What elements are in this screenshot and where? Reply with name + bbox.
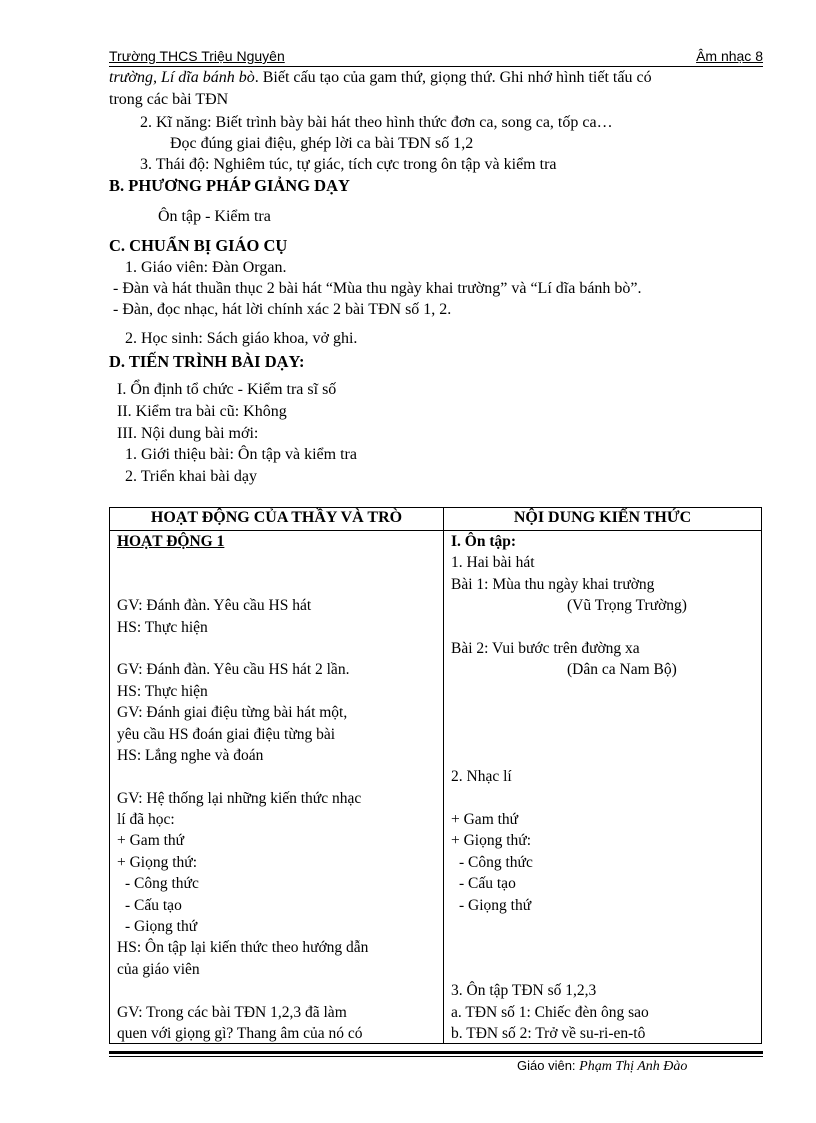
- objective-knowledge-rest: . Biết cấu tạo của gam thứ, giọng thứ. Ghi nhớ hình tiết tấu có: [254, 69, 652, 86]
- list-item: + Gam thứ: [451, 811, 519, 829]
- list-item: b. TĐN số 2: Trở về su-ri-en-tô: [451, 1024, 646, 1042]
- footer-rule-thick: [109, 1051, 763, 1054]
- list-item: HS: Ôn tập lại kiến thức theo hướng dẫn: [117, 939, 369, 957]
- objective-knowledge-line2: trong các bài TĐN: [109, 91, 229, 108]
- list-item: - Giọng thứ: [459, 896, 532, 914]
- lesson-table: [109, 507, 762, 1044]
- col-header-activities: HOẠT ĐỘNG CỦA THẦY VÀ TRÒ: [150, 509, 403, 526]
- section-b-title: B. PHƯƠNG PHÁP GIẢNG DẠY: [109, 176, 350, 195]
- section-c-title: C. CHUẨN BỊ GIÁO CỤ: [109, 236, 288, 255]
- teacher-name: Phạm Thị Anh Đào: [579, 1059, 688, 1074]
- section-d-step-3-1: 1. Giới thiệu bài: Ôn tập và kiểm tra: [125, 446, 357, 463]
- section-d-step-3: III. Nội dung bài mới:: [117, 425, 259, 442]
- list-item: 2. Nhạc lí: [451, 768, 512, 786]
- activity-heading: HOẠT ĐỘNG 1: [117, 533, 225, 550]
- list-item: 3. Ôn tập TĐN số 1,2,3: [451, 982, 597, 1000]
- section-b-text: Ôn tập - Kiểm tra: [158, 208, 271, 225]
- list-item: GV: Hệ thống lại những kiến thức nhạc: [117, 789, 362, 807]
- list-item: Bài 1: Mùa thu ngày khai trường: [451, 575, 655, 593]
- footer-rule-thin: [109, 1056, 763, 1057]
- right-column-cell: [451, 531, 756, 1044]
- section-d-step-2: II. Kiểm tra bài cũ: Không: [117, 403, 287, 420]
- list-item: - Cấu tạo: [459, 875, 516, 893]
- list-item: (Vũ Trọng Trường): [567, 597, 687, 615]
- school-name: Trường THCS Triệu Nguyên: [109, 48, 285, 64]
- list-item: + Giọng thứ:: [451, 832, 532, 850]
- objective-attitude-line: 3. Thái độ: Nghiêm túc, tự giác, tích cực trong ôn tập và kiểm tra: [140, 156, 557, 173]
- list-item: GV: Đánh đàn. Yêu cầu HS hát: [117, 597, 312, 615]
- list-item: Bài 2: Vui bước trên đường xa: [451, 639, 640, 657]
- page-header: [109, 48, 763, 66]
- col-header-content: NỘI DUNG KIẾN THỨC: [513, 509, 692, 526]
- section-d-title: D. TIẾN TRÌNH BÀI DẠY:: [109, 352, 305, 371]
- list-item: (Dân ca Nam Bộ): [567, 661, 677, 679]
- list-item: lí đã học:: [117, 811, 175, 829]
- list-item: + Giọng thứ:: [117, 853, 198, 871]
- list-item: - Công thức: [125, 875, 199, 893]
- list-item: + Gam thứ: [117, 832, 185, 850]
- section-c-student: 2. Học sinh: Sách giáo khoa, vở ghi.: [125, 330, 358, 347]
- subject-name: Âm nhạc 8: [696, 48, 763, 64]
- review-heading: I. Ôn tập:: [451, 533, 517, 550]
- list-item: - Công thức: [459, 853, 533, 871]
- list-item: GV: Trong các bài TĐN 1,2,3 đã làm: [117, 1003, 347, 1021]
- objective-skills-line2: Đọc đúng giai điệu, ghép lời ca bài TĐN số 1,2: [170, 135, 474, 152]
- list-item: GV: Đánh đàn. Yêu cầu HS hát 2 lần.: [117, 661, 350, 679]
- list-item: yêu cầu HS đoán giai điệu từng bài: [117, 725, 336, 743]
- list-item: 1. Hai bài hát: [451, 554, 535, 572]
- list-item: - Cấu tạo: [125, 896, 182, 914]
- list-item: quen với giọng gì? Thang âm của nó có: [117, 1024, 363, 1042]
- list-item: HS: Thực hiện: [117, 618, 208, 636]
- objective-knowledge-line: [109, 68, 652, 88]
- list-item: của giáo viên: [117, 960, 200, 978]
- section-c-item-tdn: - Đàn, đọc nhạc, hát lời chính xác 2 bài TĐN số 1, 2.: [113, 301, 452, 318]
- list-item: - Giọng thứ: [125, 918, 198, 936]
- objective-skills-line: 2. Kĩ năng: Biết trình bày bài hát theo hình thức đơn ca, song ca, tốp ca…: [140, 114, 613, 131]
- objective-songs-italic: trường, Lí dĩa bánh bò: [109, 69, 255, 86]
- list-item: HS: Thực hiện: [117, 682, 208, 700]
- list-item: GV: Đánh giai điệu từng bài hát một,: [117, 704, 348, 722]
- table-header-row: [110, 508, 761, 531]
- section-c-teacher: 1. Giáo viên: Đàn Organ.: [125, 259, 287, 276]
- column-divider: [443, 508, 444, 1043]
- left-column-cell: [117, 531, 439, 1044]
- list-item: a. TĐN số 1: Chiếc đèn ông sao: [451, 1003, 649, 1021]
- list-item: HS: Lắng nghe và đoán: [117, 746, 264, 764]
- section-d-step-1: I. Ổn định tổ chức - Kiểm tra sĩ số: [117, 381, 337, 398]
- page-footer: [517, 1058, 687, 1075]
- teacher-label: Giáo viên:: [517, 1058, 580, 1073]
- header-rule: [109, 66, 763, 67]
- section-d-step-3-2: 2. Triển khai bài dạy: [125, 468, 257, 485]
- section-c-item-songs: - Đàn và hát thuần thục 2 bài hát “Mùa thu ngày khai trường” và “Lí dĩa bánh bò”.: [113, 280, 642, 297]
